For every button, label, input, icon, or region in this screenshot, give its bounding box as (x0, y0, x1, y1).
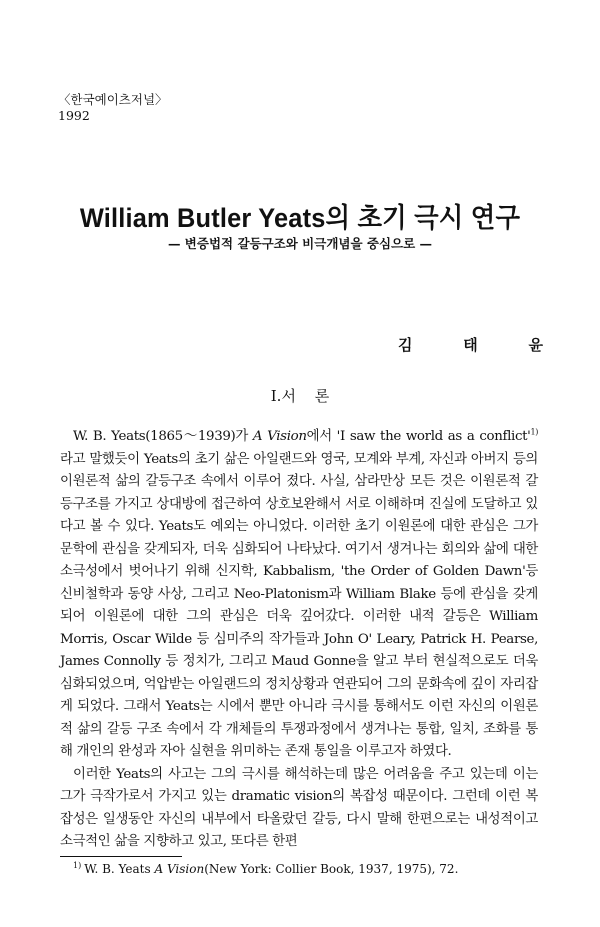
footnote-work-title: A Vision (154, 862, 205, 876)
footnote-divider (60, 856, 182, 857)
section-char-1: 서 (281, 387, 296, 405)
journal-name: 〈한국예이츠저널〉 (58, 92, 168, 107)
work-title-italic: A Vision (252, 429, 307, 444)
paper-title: William Butler Yeats의 초기 극시 연구 (79, 203, 521, 233)
body-text (60, 426, 538, 854)
footnote: $^{1)}$ W. B. Yeats A Vision(New York: Collier Book, 1937, 1975), 72. (73, 861, 459, 876)
paragraph-2: 이러한 Yeats의 사고는 그의 극시를 해석하는데 많은 어려움을 주고 있는데 이는 그가 극작가로서 가지고 있는 dramatic vision의 복잡성 때문이다. 그런데 이런 복잡성은 일생동안 자신의 내부에서 타올랐던 갈등, 다시 말해 한편으로는 내성적이고 소극적인 삶을 지향하고 있고, 또다른 한편 (60, 766, 538, 849)
author-name (398, 334, 543, 355)
paper-subtitle: — 변증법적 갈등구조와 비극개념을 중심으로 — (167, 236, 433, 251)
author-char-1: 김 (398, 336, 413, 354)
section-heading (0, 385, 600, 406)
section-char-2: 론 (314, 387, 330, 405)
paragraph-1: W. B. Yeats(1865～1939)가 A Vision에서 'I saw the world as a conflict'$^{1)}$ 라고 말했듯이 Yeats의 초기 삶은 아일랜드와 영국, 모계와 부계, 자신과 아버지 등의 이원론적 삶의 갈등구조 속에서 이루어 졌다. 사실, 삼라만상 모든 것은 이원론적 갈등구조를 가지고 상대방에 접근하여 상호보완해서 서로 이해하며 진실에 도달하고 있다고 볼 수 있다. Yeats도 예외는 아니었다. 이러한 초기 이원론에 대한 관심은 그가 문학에 관심을 갖게되자, 더욱 심화되어 나타났다. 여기서 생겨나는 회의와 삶에 대한 소극성에서 벗어나기 위해 신지학, Kabbalism, 'the Order of Golden Dawn'등 신비철학과 동양 사상, 그리고 Neo-Platonism과 William Blake 등에 관심을 갖게되어 이원론에 대한 그의 관심은 더욱 깊어갔다. 이러한 내적 갈등은 William Morris, Oscar Wilde 등 심미주의 작가들과 John O' Leary, Patrick H. Pearse, James Connolly 등 정치가, 그리고 Maud Gonne을 알고 부터 현실적으로도 더욱 심화되었으며, 억압받는 아일랜드의 정치상황과 연관되어 그의 문화속에 깊이 자리잡게 되었다. 그래서 Yeats는 시에서 뿐만 아니라 극시를 통해서도 이런 자신의 이원론적 삶의 갈등 구조 속에서 각 개체들의 투쟁과정에서 생겨나는 통합, 일치, 조화를 통해 개인의 완성과 자아 실현을 위미하는 존재 통일을 이루고자 하였다. (60, 427, 538, 759)
author-char-3: 윤 (528, 336, 543, 354)
footnote-number: 1) (73, 861, 82, 870)
journal-year: 1992 (58, 108, 90, 123)
footnote-reference[interactable]: 1) (530, 427, 538, 437)
section-number: I. (270, 387, 282, 405)
journal-header (58, 92, 168, 124)
author-char-2: 태 (463, 336, 478, 354)
